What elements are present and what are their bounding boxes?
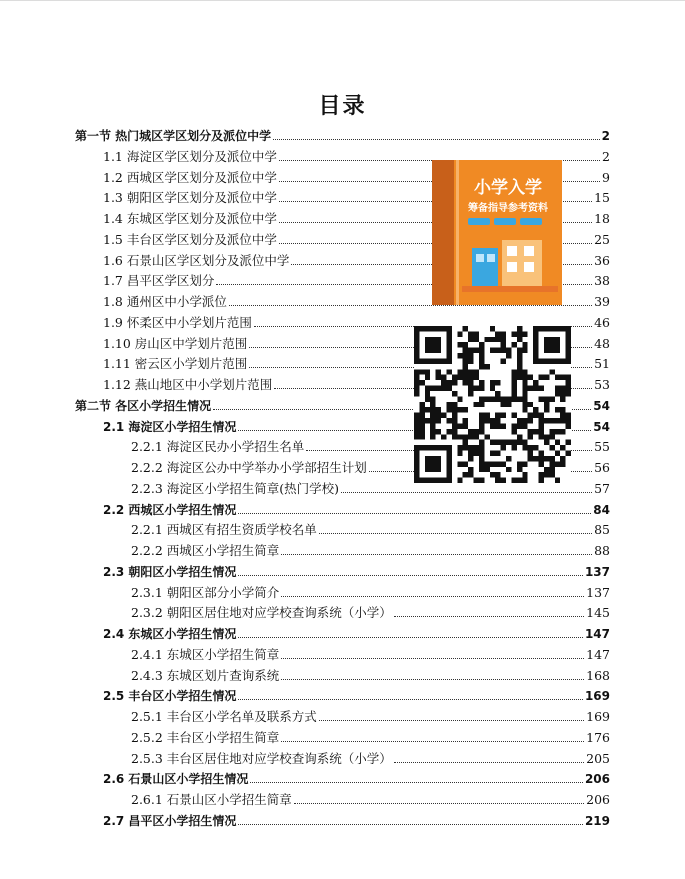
toc-entry-title: 2.2.2 西城区小学招生简章 <box>131 543 280 558</box>
toc-dot-leader <box>294 802 584 804</box>
toc-entry-page: 38 <box>594 273 610 289</box>
toc-entry[interactable] <box>0 624 610 642</box>
toc-entry-title: 2.2.3 海淀区小学招生简章(热门学校) <box>131 480 340 496</box>
toc-entry-page: 25 <box>594 231 610 247</box>
toc-dot-leader <box>394 761 584 763</box>
toc-entry-page: 2 <box>601 129 610 143</box>
toc-entry[interactable] <box>0 645 610 663</box>
toc-entry-page: 85 <box>594 522 610 538</box>
toc-dot-leader <box>341 491 592 493</box>
toc-entry-title: 第一节 热门城区学区划分及派位中学 <box>75 129 272 143</box>
toc-entry[interactable] <box>0 686 610 704</box>
toc-entry-page: 57 <box>594 480 610 496</box>
toc-entry[interactable] <box>0 769 610 787</box>
toc-entry-title: 2.5.2 丰台区小学招生简章 <box>131 729 280 745</box>
toc-entry-title: 2.2 西城区小学招生情况 <box>103 502 237 517</box>
toc-entry-page: 54 <box>593 419 610 434</box>
toc-entry-page: 55 <box>594 439 610 455</box>
toc-entry-title: 1.7 昌平区学区划分 <box>103 273 215 289</box>
toc-entry-page: 147 <box>584 627 610 641</box>
toc-dot-leader <box>238 574 583 576</box>
toc-entry-page: 147 <box>586 646 610 662</box>
toc-dot-leader <box>281 595 584 597</box>
toc-entry-title: 1.9 怀柔区中小学划片范围 <box>103 314 252 330</box>
toc-dot-leader <box>273 138 599 140</box>
toc-entry-title: 2.2.1 海淀区民办小学招生名单 <box>131 439 305 455</box>
toc-entry-title: 1.5 丰台区学区划分及派位中学 <box>103 231 277 247</box>
toc-entry-page: 39 <box>594 294 610 309</box>
toc-entry-page: 169 <box>584 689 610 704</box>
toc-entry-title: 第二节 各区小学招生情况 <box>75 398 212 413</box>
toc-entry-title: 2.3.1 朝阳区部分小学简介 <box>131 584 280 600</box>
toc-entry[interactable] <box>0 126 610 144</box>
toc-dot-leader <box>319 719 584 721</box>
toc-entry-title: 2.7 昌平区小学招生情况 <box>103 813 237 828</box>
toc-dot-leader <box>394 615 584 617</box>
toc-entry-title: 2.4 东城区小学招生情况 <box>103 627 237 641</box>
toc-entry-page: 169 <box>586 709 610 724</box>
toc-entry[interactable] <box>0 500 610 518</box>
toc-entry-title: 1.3 朝阳区学区划分及派位中学 <box>103 190 277 206</box>
toc-entry[interactable] <box>0 749 610 767</box>
toc-entry-page: 206 <box>584 772 610 787</box>
toc-entry[interactable] <box>0 562 610 580</box>
toc-entry[interactable] <box>0 811 610 829</box>
toc-entry-page: 206 <box>586 792 610 807</box>
toc-entry-page: 88 <box>594 543 610 558</box>
toc-entry-page: 168 <box>586 667 610 683</box>
toc-entry[interactable] <box>0 790 610 808</box>
toc-entry[interactable] <box>0 603 610 621</box>
toc-entry-title: 2.5.1 丰台区小学名单及联系方式 <box>131 709 317 724</box>
toc-entry-page: 219 <box>584 813 610 828</box>
toc-entry-title: 2.2.1 西城区有招生资质学校名单 <box>131 522 317 538</box>
toc-entry-page: 56 <box>594 460 610 475</box>
toc-entry-title: 2.5.3 丰台区居住地对应学校查询系统（小学） <box>131 750 392 766</box>
toc-dot-leader <box>281 657 584 659</box>
toc-entry-title: 1.6 石景山区学区划分及派位中学 <box>103 252 290 268</box>
qr-code-image <box>414 326 571 483</box>
toc-entry-page: 137 <box>586 584 610 600</box>
toc-entry-title: 1.8 通州区中小学派位 <box>103 294 227 309</box>
toc-dot-leader <box>238 636 583 638</box>
toc-entry-title: 2.4.3 东城区划片查询系统 <box>131 667 280 683</box>
toc-entry-page: 18 <box>594 211 610 226</box>
page-title: 目录 <box>318 94 367 119</box>
toc-entry-title: 1.12 燕山地区中小学划片范围 <box>103 377 273 392</box>
toc-entry[interactable] <box>0 583 610 601</box>
toc-entry-title: 1.4 东城区学区划分及派位中学 <box>103 211 277 226</box>
toc-entry[interactable] <box>0 707 610 725</box>
toc-entry-page: 137 <box>584 564 610 579</box>
toc-entry-title: 1.11 密云区小学划片范围 <box>103 356 248 372</box>
toc-entry-page: 46 <box>594 314 610 330</box>
toc-entry[interactable] <box>0 541 610 559</box>
toc-dot-leader <box>250 781 583 783</box>
toc-entry-page: 53 <box>594 377 610 392</box>
toc-dot-leader <box>238 698 583 700</box>
toc-entry[interactable] <box>0 666 610 684</box>
toc-entry-page: 2 <box>602 148 610 164</box>
toc-entry-title: 2.3.2 朝阳区居住地对应学校查询系统（小学） <box>131 605 392 621</box>
book-title-line2: 筹备指导参考资料 <box>468 203 548 214</box>
toc-entry-title: 1.1 海淀区学区划分及派位中学 <box>103 148 277 164</box>
promo-overlay <box>414 156 571 486</box>
toc-entry[interactable] <box>0 728 610 746</box>
toc-entry-title: 2.1 海淀区小学招生情况 <box>103 419 237 434</box>
toc-entry-page: 176 <box>586 729 610 745</box>
toc-entry-title: 2.2.2 海淀区公办中学举办小学部招生计划 <box>131 460 367 475</box>
toc-entry-page: 51 <box>594 356 610 372</box>
book-cover-image <box>432 160 562 305</box>
toc-dot-leader <box>281 740 584 742</box>
toc-entry-page: 9 <box>602 169 610 185</box>
toc-entry-title: 1.10 房山区中学划片范围 <box>103 335 248 351</box>
toc-entry-title: 2.6 石景山区小学招生情况 <box>103 772 249 787</box>
book-title-line1: 小学入学 <box>474 178 542 198</box>
toc-entry-page: 15 <box>594 190 610 206</box>
toc-entry-title: 1.2 西城区学区划分及派位中学 <box>103 169 277 185</box>
toc-dot-leader <box>238 512 591 514</box>
toc-entry[interactable] <box>0 520 610 538</box>
toc-entry-page: 54 <box>593 398 610 413</box>
toc-entry-page: 48 <box>594 335 610 351</box>
toc-entry-title: 2.5 丰台区小学招生情况 <box>103 689 237 704</box>
toc-entry-title: 2.4.1 东城区小学招生简章 <box>131 646 280 662</box>
toc-entry-page: 145 <box>586 605 610 621</box>
toc-dot-leader <box>281 553 592 555</box>
toc-dot-leader <box>319 532 592 534</box>
toc-entry-title: 2.3 朝阳区小学招生情况 <box>103 564 237 579</box>
toc-entry-page: 205 <box>586 750 610 766</box>
toc-dot-leader <box>281 678 584 680</box>
toc-dot-leader <box>238 823 583 825</box>
toc-entry-page: 36 <box>594 252 610 268</box>
toc-entry-page: 84 <box>593 502 610 517</box>
toc-entry-title: 2.6.1 石景山区小学招生简章 <box>131 792 292 807</box>
